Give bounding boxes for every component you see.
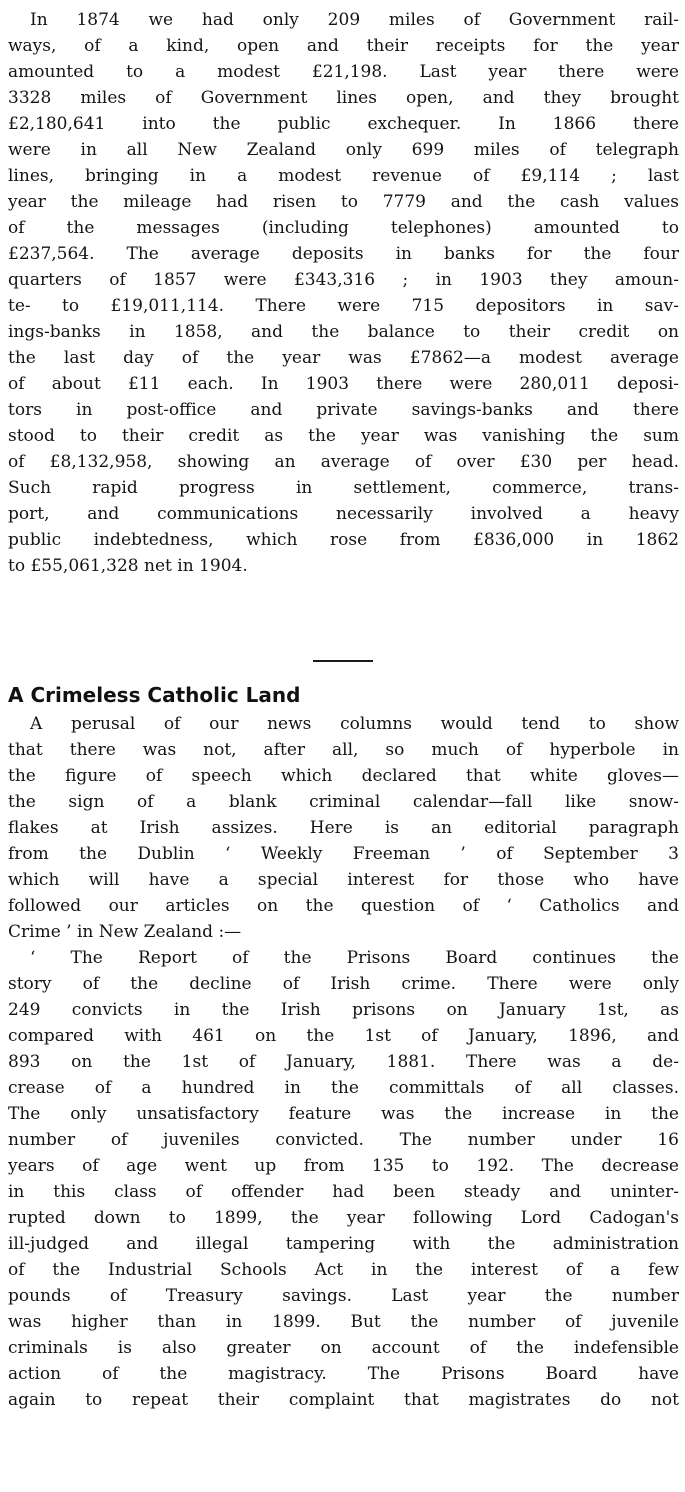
paragraph-line: the figure of speech which declared that white gloves— — [8, 766, 679, 786]
paragraph-line: of about £11 each. In 1903 there were 280,011 deposi- — [8, 374, 679, 394]
paragraph-line: followed our articles on the question of ‘ Catholics and — [8, 896, 679, 916]
quoted-paragraph-line: of the Industrial Schools Act in the interest of a few — [8, 1260, 679, 1280]
paragraph-line: flakes at Irish assizes. Here is an editorial paragraph — [8, 818, 679, 838]
paragraph-line: to £55,061,328 net in 1904. — [8, 556, 248, 576]
quoted-paragraph-line: ill-judged and illegal tampering with the administration — [8, 1234, 679, 1254]
paragraph-line: stood to their credit as the year was vanishing the sum — [8, 426, 679, 446]
paragraph-line: of £8,132,958, showing an average of over £30 per head. — [8, 452, 679, 472]
paragraph-line: lines, bringing in a modest revenue of £9,114 ; last — [8, 166, 679, 186]
quoted-paragraph-line: pounds of Treasury savings. Last year the number — [8, 1286, 679, 1306]
paragraph-line: tors in post-office and private savings-banks and there — [8, 400, 679, 420]
section-divider — [313, 660, 373, 662]
quoted-paragraph-line: again to repeat their complaint that magistrates do not — [8, 1390, 679, 1410]
quoted-paragraph-line: in this class of offender had been steady and uninter- — [8, 1182, 679, 1202]
paragraph-line: public indebtedness, which rose from £836,000 in 1862 — [8, 530, 679, 550]
quoted-paragraph-line: ‘ The Report of the Prisons Board continues the — [30, 948, 679, 968]
paragraph-line: from the Dublin ‘ Weekly Freeman ’ of September 3 — [8, 844, 679, 864]
paragraph-line: the last day of the year was £7862—a modest average — [8, 348, 679, 368]
quoted-paragraph-line: compared with 461 on the 1st of January, 1896, and — [8, 1026, 679, 1046]
paragraph-line: that there was not, after all, so much of hyperbole in — [8, 740, 679, 760]
paragraph-line: Crime ’ in New Zealand :— — [8, 922, 242, 942]
paragraph-line: the sign of a blank criminal calendar—fall like snow- — [8, 792, 679, 812]
quoted-paragraph-line: story of the decline of Irish crime. There were only — [8, 974, 679, 994]
paragraph-line: ways, of a kind, open and their receipts for the year — [8, 36, 679, 56]
paragraph-line: Such rapid progress in settlement, commerce, trans- — [8, 478, 679, 498]
paragraph-line: were in all New Zealand only 699 miles of telegraph — [8, 140, 679, 160]
paragraph-line: amounted to a modest £21,198. Last year there were — [8, 62, 679, 82]
quoted-paragraph-line: action of the magistracy. The Prisons Board have — [8, 1364, 679, 1384]
paragraph-line: In 1874 we had only 209 miles of Government rail- — [30, 10, 679, 30]
quoted-paragraph-line: rupted down to 1899, the year following Lord Cadogan's — [8, 1208, 679, 1228]
paragraph-line: ings-banks in 1858, and the balance to their credit on — [8, 322, 679, 342]
paragraph-line: £237,564. The average deposits in banks for the four — [8, 244, 679, 264]
paragraph-line: which will have a special interest for those who have — [8, 870, 679, 890]
quoted-paragraph-line: The only unsatisfactory feature was the increase in the — [8, 1104, 679, 1124]
paragraph-line: £2,180,641 into the public exchequer. In 1866 there — [8, 114, 679, 134]
paragraph-line: te- to £19,011,114. There were 715 depositors in sav- — [8, 296, 679, 316]
paragraph-line: port, and communications necessarily involved a heavy — [8, 504, 679, 524]
paragraph-line: quarters of 1857 were £343,316 ; in 1903 they amoun- — [8, 270, 679, 290]
article-heading: A Crimeless Catholic Land — [8, 683, 301, 707]
quoted-paragraph-line: crease of a hundred in the committals of all classes. — [8, 1078, 679, 1098]
paragraph-line: of the messages (including telephones) amounted to — [8, 218, 679, 238]
paragraph-line: A perusal of our news columns would tend to show — [30, 714, 679, 734]
paragraph-line: 3328 miles of Government lines open, and they brought — [8, 88, 679, 108]
quoted-paragraph-line: number of juveniles convicted. The number under 16 — [8, 1130, 679, 1150]
quoted-paragraph-line: 249 convicts in the Irish prisons on January 1st, as — [8, 1000, 679, 1020]
paragraph-line: year the mileage had risen to 7779 and the cash values — [8, 192, 679, 212]
quoted-paragraph-line: criminals is also greater on account of the indefensible — [8, 1338, 679, 1358]
quoted-paragraph-line: was higher than in 1899. But the number of juvenile — [8, 1312, 679, 1332]
quoted-paragraph-line: years of age went up from 135 to 192. The decrease — [8, 1156, 679, 1176]
quoted-paragraph-line: 893 on the 1st of January, 1881. There was a de- — [8, 1052, 679, 1072]
